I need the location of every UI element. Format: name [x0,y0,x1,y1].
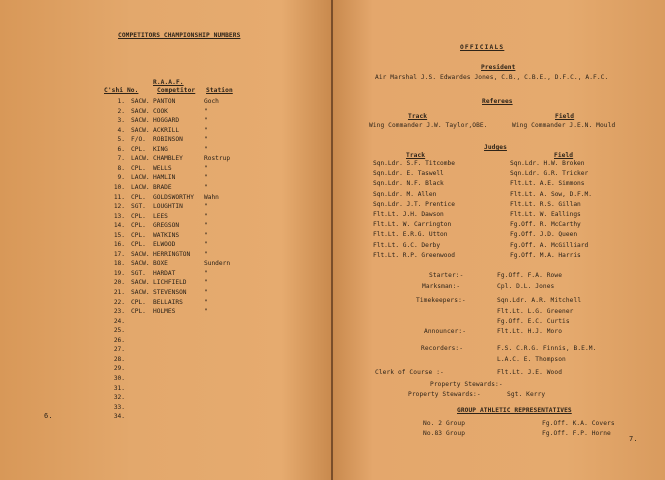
group-rep: Fg.Off. F.P. Horne [542,430,611,437]
competitor-number: 13. [113,212,125,220]
official-role: Starter:- [429,272,464,279]
judge-track: Sqn.Ldr. M. Allen [373,190,437,198]
competitor-station: " [204,136,208,144]
competitor-rank: CPL. [131,231,146,239]
competitor-rank: CPL. [131,145,146,153]
page-number-right: 7. [629,435,638,443]
competitor-name: ELWOOD [153,241,176,249]
col-header-competitor: Competitor [157,87,196,94]
competitor-station: " [204,126,208,134]
competitor-number: 19. [113,269,125,277]
competitor-name: WATKINS [153,231,180,239]
competitor-name: WELLS [153,164,172,172]
judges-track-label: Track [406,152,426,159]
competitor-number: 17. [113,250,125,258]
competitor-name: HERRINGTON [153,250,191,258]
competitor-rank: SACW. [131,289,150,296]
competitor-number: 20. [113,279,125,287]
official-name: Flt.Lt. L.G. Greener [497,307,574,315]
competitor-rank: CPL. [131,308,146,316]
competitor-rank: SACW. [131,126,150,134]
competitor-station: " [204,241,208,249]
competitor-station: " [204,107,208,115]
competitor-station: Rostrup [204,155,231,163]
judge-field: Flt.Lt. W. Eallings [510,211,581,218]
competitor-number: 30. [113,374,125,382]
competitor-name: KING [153,145,168,153]
property-stewards-name: Sgt. Kerry [507,391,546,398]
official-role: Marksman:- [422,283,461,290]
judge-track: Sqn.Ldr. S.F. Titcombe [373,160,455,167]
competitor-rank: CPL. [131,164,146,172]
judge-track: Flt.Lt. R.P. Greenwood [373,251,455,259]
official-name: Cpl. D.L. Jones [497,283,555,290]
competitor-number: 10. [113,183,125,191]
judge-field: Fg.Off. J.D. Queen [510,231,578,239]
competitor-number: 4. [117,126,125,134]
referee-track-label: Track [408,113,428,120]
judge-track: Sqn.Ldr. E. Taswell [373,170,444,178]
judge-field: Flt.Lt. A.E. Simmons [510,180,585,188]
competitor-station: Goch [204,98,219,105]
judge-row [333,252,663,264]
competitor-rank: SACW. [131,250,150,258]
competitor-rank: SGT. [131,203,146,211]
competitor-name: LOUGHTIN [153,203,183,211]
competitor-number: 26. [113,336,125,344]
competitor-rank: SACW. [131,98,150,105]
official-name: Flt.Lt. J.E. Wood [497,369,563,376]
competitor-name: GOLDSWORTHY [153,193,194,201]
competitor-number: 33. [113,403,125,411]
official-role: Clerk of Course :- [375,369,444,376]
judges-heading: Judges [484,144,507,151]
competitor-rank: CPL. [131,193,146,201]
competitor-number: 32. [113,394,125,402]
competitor-rank: SACW. [131,279,150,287]
president-name: Air Marshal J.S. Edwardes Jones, C.B., C.B.E., D.F.C., A.F.C. [375,74,609,81]
competitor-name: ROBINSON [153,136,183,144]
competitor-station: " [204,117,208,125]
group-name: No.83 Group [423,430,466,437]
competitor-rank: SACW. [131,107,150,115]
competitor-number: 9. [117,174,125,182]
officials-title: OFFICIALS [460,44,505,51]
competitor-name: BELLAIRS [153,298,183,306]
official-name: L.A.C. E. Thompson [497,355,566,363]
official-role: Timekeepers:- [416,297,466,304]
competitor-number: 2. [117,107,125,115]
competitor-station: " [204,183,208,191]
competitor-rank: CPL. [131,298,146,306]
competitor-rank: SACW. [131,117,150,125]
competitor-name: LEES [153,212,168,220]
judge-field: Fg.Off. A. McGilliard [510,241,589,249]
judge-field: Fg.Off. M.A. Harris [510,251,581,259]
competitor-station: Sundern [204,260,231,268]
competitor-name: PANTON [153,98,176,105]
competitor-number: 16. [113,241,125,249]
competitor-rank: F/O. [131,136,146,144]
judge-track: Sqn.Ldr. N.F. Black [373,180,444,188]
competitor-station: " [204,279,208,287]
referee-field-label: Field [555,113,575,120]
competitor-name: STEVENSON [153,289,187,296]
col-header-number: C'shi No. [104,87,139,94]
judge-track: Flt.Lt. E.R.G. Utton [373,231,448,239]
judges-field-label: Field [554,152,574,159]
judge-track: Flt.Lt. W. Carrington [373,221,452,229]
official-name: Sqn.Ldr. A.R. Mitchell [497,297,582,304]
page-number-left: 6. [44,412,53,420]
competitor-rank: CPL. [131,212,146,220]
raaf-subtitle: R.A.A.F. [153,79,184,86]
competitor-number: 34. [113,413,125,421]
competitor-name: BRADE [153,183,172,191]
competitor-name: HARDAT [153,269,176,277]
referees-heading: Referees [482,98,513,105]
competitor-station: " [204,308,208,316]
competitor-station: " [204,164,208,172]
referee-track: Wing Commander J.W. Taylor,OBE. [369,122,488,129]
competitor-name: GREGSON [153,222,180,230]
judge-track: Flt.Lt. G.C. Derby [373,241,441,249]
competitor-name: HAMLIN [153,174,176,182]
competitor-rank: LACW. [131,174,150,182]
competitor-station: " [204,203,208,211]
competitor-station: " [204,298,208,306]
president-heading: President [481,64,516,71]
competitor-station: " [204,289,208,296]
competitor-name: BOXE [153,260,168,268]
left-page [0,0,331,480]
competitor-number: 6. [117,145,125,153]
competitor-number: 15. [113,231,125,239]
competitors-title: COMPETITORS CHAMPIONSHIP NUMBERS [118,32,241,39]
property-stewards-label-2: Property Stewards:- [408,391,481,398]
competitor-rank: LACW. [131,183,150,191]
referee-field: Wing Commander J.E.N. Mould [512,122,616,129]
competitor-name: COOK [153,107,168,115]
competitor-number: 12. [113,203,125,211]
judge-field: Fg.Off. R. McCarthy [510,221,581,229]
competitor-number: 21. [113,289,125,296]
competitor-station: " [204,145,208,153]
competitor-station: " [204,269,208,277]
competitor-number: 29. [113,365,125,373]
competitor-number: 5. [117,136,125,144]
competitor-number: 25. [113,327,125,335]
competitor-rank: LACW. [131,155,150,163]
competitor-number: 28. [113,355,125,363]
competitor-station: " [204,231,208,239]
competitor-name: ACKRILL [153,126,180,134]
competitor-number: 3. [117,117,125,125]
competitor-station: " [204,174,208,182]
property-stewards-label-1: Property Stewards:- [430,381,503,388]
competitor-number: 31. [113,384,125,392]
col-header-station: Station [206,87,233,94]
competitor-station: " [204,212,208,220]
competitor-name: HOGGARD [153,117,180,125]
official-name: Flt.Lt. H.J. Moro [497,328,563,335]
competitor-number: 22. [113,298,125,306]
competitor-station: " [204,222,208,230]
right-page [333,0,665,480]
competitor-number: 27. [113,346,125,354]
competitor-number: 8. [117,164,125,172]
competitor-name: CHAMBLEY [153,155,183,163]
judge-field: Sqn.Ldr. H.W. Broken [510,160,585,167]
competitor-rank: CPL. [131,222,146,230]
competitor-number: 11. [113,193,125,201]
official-name: Fg.Off. F.A. Rowe [497,272,563,279]
competitor-station: Wahn [204,193,219,201]
competitor-number: 7. [117,155,125,163]
official-name: Fg.Off. E.C. Curtis [497,318,570,325]
group-name: No. 2 Group [423,420,466,427]
competitor-station: " [204,250,208,258]
competitor-rank: SACW. [131,260,150,268]
competitor-rank: SGT. [131,269,146,277]
judge-field: Flt.Lt. R.S. Gillan [510,200,581,208]
judge-track: Flt.Lt. J.H. Dawson [373,211,444,218]
competitor-name: HOLMES [153,308,176,316]
judge-track: Sqn.Ldr. J.T. Prentice [373,200,455,208]
official-name: F.S. C.R.G. Finnis, B.E.M. [497,345,597,352]
competitor-number: 1. [117,98,125,105]
competitor-number: 14. [113,222,125,230]
competitor-rank: CPL. [131,241,146,249]
group-heading: GROUP ATHLETIC REPRESENTATIVES [457,407,572,414]
official-role: Recorders:- [421,345,464,352]
judge-field: Sqn.Ldr. G.R. Tricker [510,170,589,178]
competitor-number: 24. [113,317,125,325]
judge-field: Flt.Lt. A. Sow, D.F.M. [510,190,592,198]
competitor-number: 23. [113,308,125,316]
competitor-number: 18. [113,260,125,268]
competitor-name: LICHFIELD [153,279,187,287]
official-role: Announcer:- [424,328,467,335]
group-rep: Fg.Off. K.A. Covers [542,420,615,427]
